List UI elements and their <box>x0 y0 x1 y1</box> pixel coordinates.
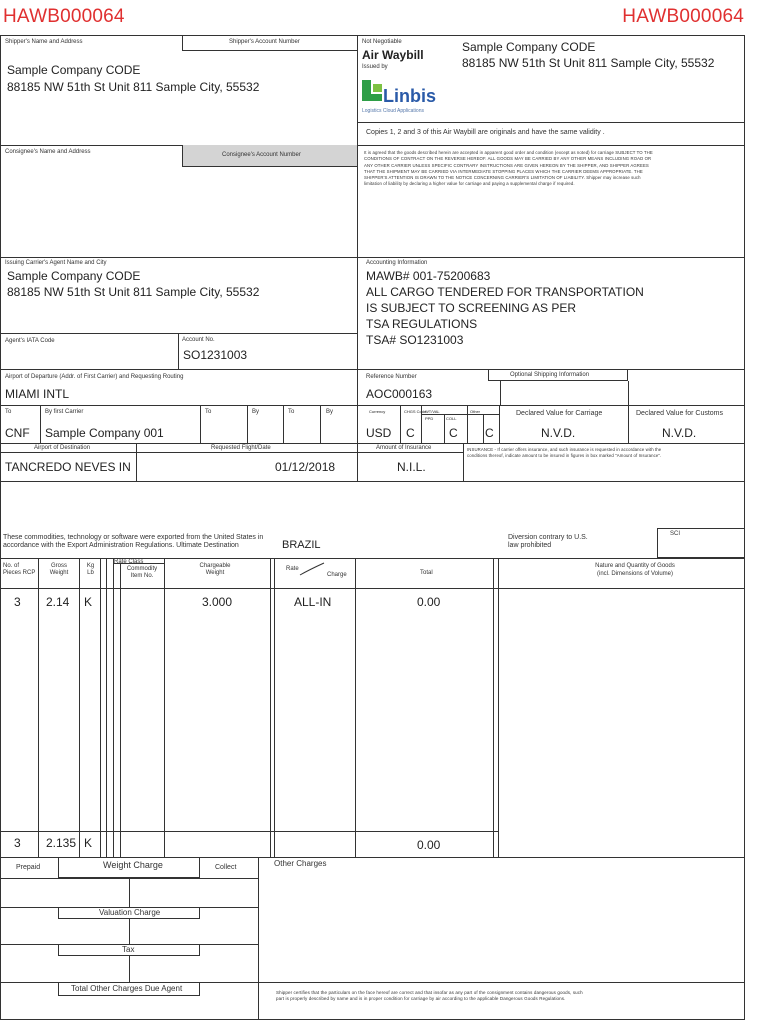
diversion-note: Diversion contrary to U.S. law prohibited <box>508 534 588 549</box>
pieces-value: 3 <box>14 595 21 609</box>
tax-label: Tax <box>122 945 135 954</box>
account-no-label: Account No. <box>182 337 215 343</box>
sum-unit: K <box>84 836 93 850</box>
chargeable-weight-value: 3.000 <box>202 595 233 609</box>
logo-subtext: Logistics Cloud Applications <box>362 108 424 114</box>
accounting-line-4: TSA REGULATIONS <box>366 317 478 331</box>
coll-label: COLL <box>446 416 457 421</box>
linbis-logo-icon <box>362 80 384 106</box>
by3-label: By <box>326 409 334 415</box>
sum-total: 0.00 <box>417 838 441 852</box>
sum-pieces: 3 <box>14 836 21 850</box>
shipper-name: Sample Company CODE <box>7 63 141 77</box>
shipper-certification: Shipper certifies that the particulars on the face hereof are correct and that insofar as any part of the consignment contains dangerous goods, such part is properly described by name and is in proper condition for carriage by air according to the applicable Dangerous Goods Regulations. <box>276 990 583 1002</box>
sci-label: SCI <box>670 531 681 537</box>
issued-by: Issued by <box>362 64 388 70</box>
to3-label: To <box>288 409 295 415</box>
rate-slash-icon <box>299 562 325 576</box>
rate-value: ALL-IN <box>294 595 332 609</box>
first-carrier: Sample Company 001 <box>45 426 164 440</box>
departure-label: Airport of Departure (Addr. of First Carrier) and Requesting Routing <box>5 374 184 380</box>
customs-value-label: Declared Value for Customs <box>636 410 724 417</box>
total-label: Total <box>420 570 433 576</box>
charge-label: Charge <box>327 572 347 578</box>
currency-value: USD <box>366 426 392 440</box>
insurance-note: INSURANCE - If carrier offers insurance, and such insurance is requested in accordance with the conditions thereof, indicate amount to be insured in figures in box marked "Amount of Insurance". <box>467 447 662 459</box>
nature-label: Nature and Quantity of Goods <box>595 563 675 569</box>
chargeable-weight-label: Chargeable Weight <box>199 563 231 576</box>
shipper-address: 88185 NW 51th St Unit 811 Sample City, 55532 <box>7 80 260 94</box>
prepaid-label: Prepaid <box>16 864 41 871</box>
accounting-line-3: IS SUBJECT TO SCREENING AS PER <box>366 301 577 315</box>
pieces-label: No. of Pieces RCP <box>3 563 36 576</box>
issuer-address: 88185 NW 51th St Unit 811 Sample City, 55532 <box>462 56 715 70</box>
ppd-label: PPD <box>425 416 434 421</box>
destination-label: Airport of Destination <box>34 445 91 451</box>
hawb-number-right: HAWB000064 <box>622 6 744 27</box>
accounting-label: Accounting Information <box>366 260 428 266</box>
collect-label: Collect <box>215 864 237 871</box>
chgs-label: CHGS Code <box>404 409 427 414</box>
rate-class-label: Rate Class <box>114 559 144 565</box>
iata-code-label: Agent's IATA Code <box>5 338 55 344</box>
reference-number: AOC000163 <box>366 387 433 401</box>
commodity-label: Commodity Item No. <box>126 566 158 579</box>
customs-value: N.V.D. <box>662 426 697 440</box>
total-other-agent-label: Total Other Charges Due Agent <box>71 984 183 993</box>
consignee-label: Consignee's Name and Address <box>5 149 91 155</box>
other-label: Other <box>470 409 481 414</box>
linbis-logo <box>362 80 462 118</box>
air-waybill-title: Air Waybill <box>362 48 424 62</box>
valuation-charge-label: Valuation Charge <box>99 908 161 917</box>
nature-sub-label: (incl. Dimensions of Volume) <box>596 571 674 577</box>
optional-shipping-label: Optional Shipping Information <box>510 372 590 378</box>
ultimate-destination: BRAZIL <box>282 539 321 551</box>
to2-label: To <box>205 409 212 415</box>
rate-label: Rate <box>286 566 299 572</box>
accounting-line-2: ALL CARGO TENDERED FOR TRANSPORTATION <box>366 285 644 299</box>
weight-charge-label: Weight Charge <box>103 860 163 870</box>
consignee-account-label: Consignee's Account Number <box>222 152 301 158</box>
not-negotiable: Not Negotiable <box>362 39 402 45</box>
conditions-text: It is agreed that the goods described herein are accepted in apparent good order and condition (except as noted) for carriage SUBJECT TO THE CONDITIONS OF CONTRACT ON THE REVERSE HEREOF. ALL GOODS MAY BE CARRIED BY ANY OTHER MEANS INCLUDING ROAD OR ANY OTHER CARRIER UNLESS SPECIFIC CONTRARY INSTRUCTIONS ARE GIVEN HEREON BY THE SHIPPER, AND SHIPPER AGREES THAT THE SHIPMENT MAY BE CARRIED VIA INTERMEDIATE STOPPING PLACES WHICH THE CARRIER DEEMS APPROPRIATE. THE SHIPPER'S ATTENTION IS DRAWN TO THE NOTICE CONCERNING CARRIER'S LIMITATION OF LIABILITY. Shipper may increase such limitation of liability by declaring a higher value for carriage and paying a supplemental charge if required. <box>364 150 653 187</box>
wtval-label: WT/VAL <box>425 409 440 414</box>
gross-weight-label: Gross Weight <box>49 563 69 576</box>
issuer-name: Sample Company CODE <box>462 40 596 54</box>
other-coll-value: C <box>485 426 494 440</box>
flight-date: 01/12/2018 <box>275 460 336 474</box>
sum-gross-weight: 2.135 <box>46 836 77 850</box>
issuing-agent-name: Sample Company CODE <box>7 269 141 283</box>
other-charges-label: Other Charges <box>274 859 327 868</box>
copies-note: Copies 1, 2 and 3 of this Air Waybill are originals and have the same validity . <box>366 129 605 136</box>
insurance-amount: N.I.L. <box>397 460 426 474</box>
logo-text: Linbis <box>383 86 436 106</box>
chgs-value: C <box>406 426 415 440</box>
total-value: 0.00 <box>417 595 441 609</box>
accounting-line-1: MAWB# 001-75200683 <box>366 269 491 283</box>
issuing-agent-address: 88185 NW 51th St Unit 811 Sample City, 55532 <box>7 285 260 299</box>
destination-airport: TANCREDO NEVES IN <box>5 460 131 474</box>
carriage-value-label: Declared Value for Carriage <box>516 410 603 417</box>
shipper-account-label: Shipper's Account Number <box>229 39 300 45</box>
by2-label: By <box>252 409 260 415</box>
to-airport: CNF <box>5 426 30 440</box>
by-first-carrier-label: By first Carrier <box>45 409 84 415</box>
shipper-label: Shipper's Name and Address <box>5 39 83 45</box>
to-label: To <box>5 409 12 415</box>
gross-weight-value: 2.14 <box>46 595 70 609</box>
insurance-amount-label: Amount of Insurance <box>376 445 432 451</box>
carriage-value: N.V.D. <box>541 426 576 440</box>
export-statement: These commodities, technology or software were exported from the United States in accordance with the Export Administration Regulations. Ultimate Destination <box>3 534 264 549</box>
departure-airport: MIAMI INTL <box>5 387 70 401</box>
hawb-number-left: HAWB000064 <box>3 6 125 27</box>
flight-date-label: Requested Flight/Date <box>211 445 271 451</box>
kg-lb-label: Kg Lb <box>86 563 95 576</box>
issuing-agent-label: Issuing Carrier's Agent Name and City <box>5 260 107 266</box>
unit-value: K <box>84 595 93 609</box>
accounting-line-5: TSA# SO1231003 <box>366 333 464 347</box>
account-no: SO1231003 <box>183 348 248 362</box>
reference-label: Reference Number <box>366 374 417 380</box>
currency-label: Currency <box>369 409 386 414</box>
wtval-coll-value: C <box>449 426 458 440</box>
